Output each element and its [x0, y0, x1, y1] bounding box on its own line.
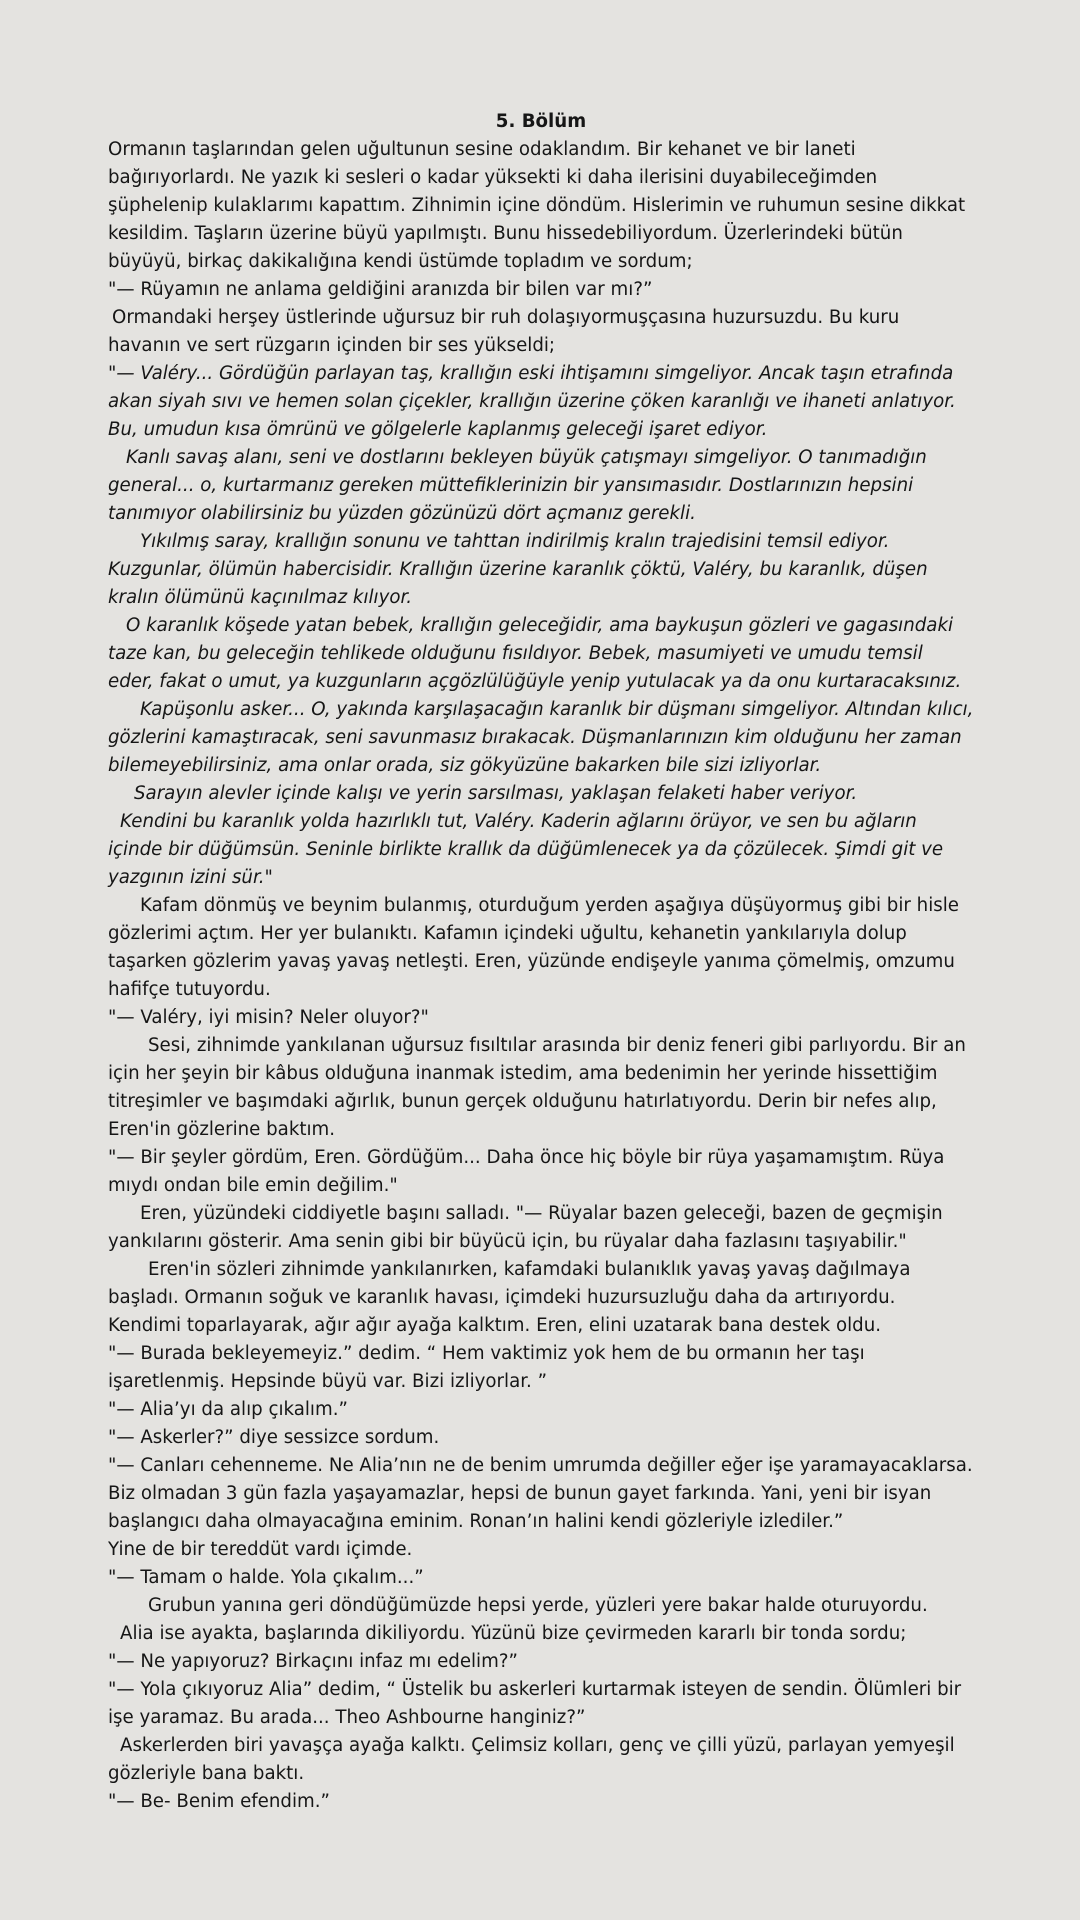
prophecy-battlefield: Kanlı savaş alanı, seni ve dostlarını bekleyen büyük çatışmayı simgeliyor. O tanımadığın general... o, kurtarmanız gereken müttefiklerinizin bir yansımasıdır. Dostlarınızın hepsini tanımıyor olabilirsiniz bu yüzden gözünüzü dört açmanız gerekli.	[108, 447, 927, 524]
dialogue-to-hell: "— Canları cehenneme. Ne Alia’nın ne de benim umrumda değiller eğer işe yaramayacaklarsa. Biz olmadan 3 gün fazla yaşayamazlar, hepsi de bunun gayet farkında. Yani, yeni bir isyan başlangıcı daha olmayacağına eminim. Ronan’ın halini kendi gözleriyle izlediler.”	[108, 1455, 973, 1532]
paragraph-group: Grubun yanına geri döndüğümüzde hepsi yerde, yüzleri yere bakar halde oturuyordu.	[148, 1595, 928, 1616]
dialogue-theo: "— Yola çıkıyoruz Alia” dedim, “ Üstelik bu askerleri kurtarmak isteyen de sendin. Ölümleri bir işe yaramaz. Bu arada... Theo Ashbourne hanginiz?”	[108, 1679, 962, 1728]
paragraph-forest-stones: Ormanın taşlarından gelen uğultunun sesine odaklandım. Bir kehanet ve bir laneti bağırıyorlardı. Ne yazık ki sesleri o kadar yüksekti ki daha ilerisini duyabileceğimden şüphelenip kulaklarımı kapattım. Zihnimin içine döndüm. Hislerimin ve ruhumun sesine dikkat kesildim. Taşların üzerine büyü yapılmıştı. Bunu hissedebiliyordum. Üzerlerindeki bütün büyüyü, birkaç dakikalığına kendi üstümde topladım ve sordum;	[108, 139, 966, 272]
chapter-title: 5. Bölüm	[495, 111, 587, 132]
dialogue-set-out: "— Tamam o halde. Yola çıkalım...”	[108, 1567, 424, 1588]
dialogue-take-alia: "— Alia’yı da alıp çıkalım.”	[108, 1399, 348, 1420]
dialogue-me-sir: "— Be- Benim efendim.”	[108, 1791, 330, 1812]
prophecy-hooded-soldier: Kapüşonlu asker... O, yakında karşılaşacağın karanlık bir düşmanı simgeliyor. Altından kılıcı, gözlerini kamaştıracak, seni savunmasız bırakacak. Düşmanlarınızın kim olduğunu her zaman bilemeyebilirsiniz, ama onlar orada, siz gökyüzüne bakarken bile sizi izliyorlar.	[108, 699, 974, 776]
prophecy-fire: Sarayın alevler içinde kalışı ve yerin sarsılması, yaklaşan felaketi haber veriyor.	[134, 783, 858, 804]
paragraph-waking: Kafam dönmüş ve beynim bulanmış, oturduğum yerden aşağıya düşüyormuş gibi bir hisle gözlerimi açtım. Her yer bulanıktı. Kafamın içindeki uğultu, kehanetin yankılarıyla dolup taşarken gözlerim yavaş yavaş netleşti. Eren, yüzünde endişeyle yanıma çömelmiş, omzumu hafifçe tutuyordu.	[108, 895, 959, 1000]
prophecy-baby: O karanlık köşede yatan bebek, krallığın geleceğidir, ama baykuşun gözleri ve gagasındaki taze kan, bu geleceğin tehlikede olduğunu fısıldıyor. Bebek, masumiyeti ve umudu temsil eder, fakat o umut, ya kuzgunların açgözlülüğüyle yenip yutulacak ya da onu kurtaracaksınız.	[108, 615, 962, 692]
paragraph-eren-nod: Eren, yüzündeki ciddiyetle başını salladı. "— Rüyalar bazen geleceği, bazen de geçmişin yankılarını gösterir. Ama senin gibi bir büyücü için, bu rüyalar daha fazlasını taşıyabilir."	[108, 1203, 943, 1252]
paragraph-forest-unrest: Ormandaki herşey üstlerinde uğursuz bir ruh dolaşıyormuşçasına huzursuzdu. Bu kuru havanın ve sert rüzgarın içinden bir ses yükseldi;	[108, 307, 900, 356]
dialogue-valery-dream: "— Bir şeyler gördüm, Eren. Gördüğüm... Daha önce hiç böyle bir rüya yaşamamıştım. Rüya mıydı ondan bile emin değilim."	[108, 1147, 945, 1196]
chapter-page	[108, 108, 974, 1816]
prophecy-palace: Yıkılmış saray, krallığın sonunu ve tahttan indirilmiş kralın trajedisini temsil ediyor. Kuzgunlar, ölümün habercisidir. Krallığın üzerine karanlık çöktü, Valéry, bu karanlık, düşen kralın ölümünü kaçınılmaz kılıyor.	[108, 531, 928, 608]
paragraph-alia-standing: Alia ise ayakta, başlarında dikiliyordu. Yüzünü bize çevirmeden kararlı bir tonda sordu;	[120, 1623, 907, 1644]
dialogue-execute: "— Ne yapıyoruz? Birkaçını infaz mı edelim?”	[108, 1651, 518, 1672]
paragraph-soldier-rises: Askerlerden biri yavaşça ayağa kalktı. Çelimsiz kolları, genç ve çilli yüzü, parlayan yemyeşil gözleriyle bana baktı.	[108, 1735, 955, 1784]
paragraph-lighthouse: Sesi, zihnimde yankılanan uğursuz fısıltılar arasında bir deniz feneri gibi parlıyordu. Bir an için her şeyin bir kâbus olduğuna inanmak istedim, ama bedenimin her yerinde hissettiğim titreşimler ve başımdaki ağırlık, bunun gerçek olduğunu hatırlatıyordu. Derin bir nefes alıp, Eren'in gözlerine baktım.	[108, 1035, 966, 1140]
prophecy-fate: Kendini bu karanlık yolda hazırlıklı tut, Valéry. Kaderin ağlarını örüyor, ve sen bu ağların içinde bir düğümsün. Seninle birlikte krallık da düğümlenecek ya da çözülecek. Şimdi git ve yazgının izini sür."	[108, 811, 944, 888]
paragraph-hesitation: Yine de bir tereddüt vardı içimde.	[108, 1539, 413, 1560]
dialogue-cannot-wait: "— Burada bekleyemeyiz.” dedim. “ Hem vaktimiz yok hem de bu ormanın her taşı işaretlenmiş. Hepsinde büyü var. Bizi izliyorlar. ”	[108, 1343, 865, 1392]
paragraph-question: "— Rüyamın ne anlama geldiğini aranızda bir bilen var mı?”	[108, 279, 653, 300]
dialogue-eren-question: "— Valéry, iyi misin? Neler oluyor?"	[108, 1007, 429, 1028]
dialogue-soldiers: "— Askerler?” diye sessizce sordum.	[108, 1427, 440, 1448]
prophecy-stone: "— Valéry... Gördüğün parlayan taş, krallığın eski ihtişamını simgeliyor. Ancak taşın etrafında akan siyah sıvı ve hemen solan çiçekler, krallığın üzerine çöken karanlığı ve ihaneti anlatıyor. Bu, umudun kısa ömrünü ve gölgelerle kaplanmış geleceği işaret ediyor.	[108, 363, 956, 440]
paragraph-eren-words: Eren'in sözleri zihnimde yankılanırken, kafamdaki bulanıklık yavaş yavaş dağılmaya başladı. Ormanın soğuk ve karanlık havası, içimdeki huzursuzluğu daha da artırıyordu. Kendimi toparlayarak, ağır ağır ayağa kalktım. Eren, elini uzatarak bana destek oldu.	[108, 1259, 911, 1336]
